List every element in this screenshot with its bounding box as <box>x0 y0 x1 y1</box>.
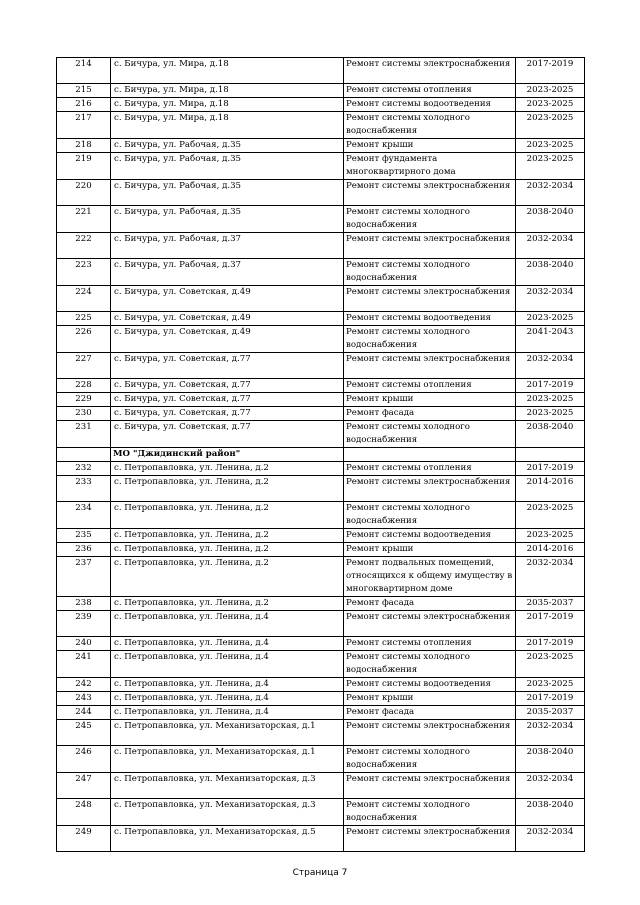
row-work-type: Ремонт системы холодного водоснабжения <box>344 651 516 678</box>
table-row <box>57 557 585 597</box>
row-number: 232 <box>57 462 111 476</box>
row-work-type: Ремонт системы электроснабжения <box>344 476 516 502</box>
row-number: 231 <box>57 421 111 448</box>
section-years-cell <box>516 448 585 462</box>
table-row <box>57 326 585 353</box>
row-address: с. Петропавловка, ул. Ленина, д.4 <box>111 611 344 637</box>
table-row <box>57 312 585 326</box>
row-number: 245 <box>57 720 111 746</box>
row-years: 2017-2019 <box>516 692 585 706</box>
row-work-type: Ремонт фундамента многоквартирного дома <box>344 153 516 180</box>
row-years: 2023-2025 <box>516 502 585 529</box>
row-address: с. Петропавловка, ул. Механизаторская, д.3 <box>111 799 344 826</box>
row-address: с. Бичура, ул. Советская, д.77 <box>111 393 344 407</box>
row-address: с. Петропавловка, ул. Механизаторская, д.1 <box>111 720 344 746</box>
row-years: 2017-2019 <box>516 637 585 651</box>
row-work-type: Ремонт системы электроснабжения <box>344 611 516 637</box>
row-number: 229 <box>57 393 111 407</box>
row-address: с. Бичура, ул. Советская, д.49 <box>111 326 344 353</box>
row-years: 2023-2025 <box>516 651 585 678</box>
table-row <box>57 180 585 206</box>
row-address: с. Бичура, ул. Советская, д.49 <box>111 312 344 326</box>
row-work-type: Ремонт системы водоотведения <box>344 98 516 112</box>
row-years: 2023-2025 <box>516 678 585 692</box>
table-row <box>57 651 585 678</box>
row-years: 2035-2037 <box>516 706 585 720</box>
table-row <box>57 462 585 476</box>
row-number: 234 <box>57 502 111 529</box>
row-number: 224 <box>57 286 111 312</box>
row-years: 2023-2025 <box>516 153 585 180</box>
table-row <box>57 529 585 543</box>
row-years: 2017-2019 <box>516 611 585 637</box>
row-work-type: Ремонт системы электроснабжения <box>344 720 516 746</box>
table-row <box>57 139 585 153</box>
row-work-type: Ремонт системы холодного водоснабжения <box>344 206 516 233</box>
row-work-type: Ремонт крыши <box>344 543 516 557</box>
row-work-type: Ремонт фасада <box>344 407 516 421</box>
row-work-type: Ремонт системы электроснабжения <box>344 58 516 84</box>
row-years: 2032-2034 <box>516 353 585 379</box>
row-work-type: Ремонт системы электроснабжения <box>344 233 516 259</box>
row-work-type: Ремонт системы водоотведения <box>344 312 516 326</box>
row-number: 239 <box>57 611 111 637</box>
row-address: с. Петропавловка, ул. Ленина, д.4 <box>111 637 344 651</box>
table-row <box>57 543 585 557</box>
row-number: 233 <box>57 476 111 502</box>
row-number: 217 <box>57 112 111 139</box>
row-number: 240 <box>57 637 111 651</box>
table-row <box>57 421 585 448</box>
table-row <box>57 773 585 799</box>
row-address: с. Бичура, ул. Рабочая, д.35 <box>111 139 344 153</box>
works-table <box>56 57 585 852</box>
table-row <box>57 259 585 286</box>
row-years: 2035-2037 <box>516 597 585 611</box>
table-row <box>57 233 585 259</box>
row-address: с. Петропавловка, ул. Ленина, д.2 <box>111 462 344 476</box>
row-address: с. Бичура, ул. Рабочая, д.37 <box>111 259 344 286</box>
row-address: с. Петропавловка, ул. Ленина, д.4 <box>111 706 344 720</box>
table-row <box>57 98 585 112</box>
row-number: 216 <box>57 98 111 112</box>
row-years: 2014-2016 <box>516 543 585 557</box>
section-num-cell <box>57 448 111 462</box>
row-years: 2032-2034 <box>516 180 585 206</box>
row-number: 227 <box>57 353 111 379</box>
row-number: 222 <box>57 233 111 259</box>
table-row <box>57 84 585 98</box>
table-row <box>57 502 585 529</box>
row-number: 237 <box>57 557 111 597</box>
row-years: 2032-2034 <box>516 826 585 852</box>
row-years: 2023-2025 <box>516 393 585 407</box>
row-work-type: Ремонт системы водоотведения <box>344 529 516 543</box>
table-row <box>57 597 585 611</box>
row-address: с. Петропавловка, ул. Ленина, д.2 <box>111 476 344 502</box>
row-address: с. Бичура, ул. Рабочая, д.35 <box>111 153 344 180</box>
row-work-type: Ремонт системы отопления <box>344 637 516 651</box>
row-years: 2038-2040 <box>516 259 585 286</box>
row-address: с. Петропавловка, ул. Ленина, д.2 <box>111 557 344 597</box>
row-number: 230 <box>57 407 111 421</box>
table-row <box>57 720 585 746</box>
row-address: с. Петропавловка, ул. Механизаторская, д.1 <box>111 746 344 773</box>
table-row <box>57 379 585 393</box>
row-years: 2032-2034 <box>516 773 585 799</box>
row-address: с. Бичура, ул. Рабочая, д.35 <box>111 180 344 206</box>
row-number: 236 <box>57 543 111 557</box>
row-address: с. Петропавловка, ул. Ленина, д.4 <box>111 651 344 678</box>
row-number: 225 <box>57 312 111 326</box>
row-years: 2038-2040 <box>516 799 585 826</box>
row-work-type: Ремонт системы водоотведения <box>344 678 516 692</box>
row-work-type: Ремонт системы холодного водоснабжения <box>344 799 516 826</box>
row-address: с. Бичура, ул. Мира, д.18 <box>111 84 344 98</box>
table-row <box>57 112 585 139</box>
row-number: 244 <box>57 706 111 720</box>
row-years: 2032-2034 <box>516 557 585 597</box>
row-work-type: Ремонт фасада <box>344 597 516 611</box>
row-work-type: Ремонт системы отопления <box>344 84 516 98</box>
page-footer: Страница 7 <box>292 868 348 878</box>
row-number: 226 <box>57 326 111 353</box>
table-row <box>57 692 585 706</box>
table-row <box>57 746 585 773</box>
row-number: 220 <box>57 180 111 206</box>
row-years: 2017-2019 <box>516 379 585 393</box>
row-years: 2032-2034 <box>516 233 585 259</box>
row-work-type: Ремонт системы электроснабжения <box>344 180 516 206</box>
row-address: с. Петропавловка, ул. Ленина, д.2 <box>111 597 344 611</box>
row-years: 2014-2016 <box>516 476 585 502</box>
row-number: 221 <box>57 206 111 233</box>
row-years: 2032-2034 <box>516 286 585 312</box>
row-number: 223 <box>57 259 111 286</box>
row-years: 2023-2025 <box>516 312 585 326</box>
table-row <box>57 393 585 407</box>
section-row <box>57 448 585 462</box>
row-years: 2023-2025 <box>516 407 585 421</box>
row-address: с. Бичура, ул. Советская, д.77 <box>111 353 344 379</box>
table-row <box>57 678 585 692</box>
row-work-type: Ремонт системы отопления <box>344 462 516 476</box>
row-address: с. Петропавловка, ул. Ленина, д.4 <box>111 678 344 692</box>
row-work-type: Ремонт крыши <box>344 139 516 153</box>
row-number: 249 <box>57 826 111 852</box>
row-years: 2023-2025 <box>516 112 585 139</box>
row-number: 214 <box>57 58 111 84</box>
row-address: с. Петропавловка, ул. Механизаторская, д.3 <box>111 773 344 799</box>
row-work-type: Ремонт системы электроснабжения <box>344 773 516 799</box>
table-row <box>57 206 585 233</box>
row-work-type: Ремонт системы холодного водоснабжения <box>344 259 516 286</box>
row-number: 235 <box>57 529 111 543</box>
row-number: 242 <box>57 678 111 692</box>
row-number: 243 <box>57 692 111 706</box>
row-address: с. Бичура, ул. Мира, д.18 <box>111 98 344 112</box>
row-address: с. Петропавловка, ул. Механизаторская, д.5 <box>111 826 344 852</box>
row-work-type: Ремонт крыши <box>344 393 516 407</box>
table-row <box>57 286 585 312</box>
table-row <box>57 799 585 826</box>
table-row <box>57 637 585 651</box>
row-address: с. Петропавловка, ул. Ленина, д.2 <box>111 543 344 557</box>
row-work-type: Ремонт системы холодного водоснабжения <box>344 326 516 353</box>
row-address: с. Бичура, ул. Советская, д.77 <box>111 407 344 421</box>
row-address: с. Бичура, ул. Рабочая, д.35 <box>111 206 344 233</box>
row-number: 247 <box>57 773 111 799</box>
row-address: с. Бичура, ул. Советская, д.49 <box>111 286 344 312</box>
section-work-cell <box>344 448 516 462</box>
row-work-type: Ремонт фасада <box>344 706 516 720</box>
row-years: 2038-2040 <box>516 206 585 233</box>
table-row <box>57 611 585 637</box>
row-work-type: Ремонт системы электроснабжения <box>344 286 516 312</box>
row-number: 248 <box>57 799 111 826</box>
row-number: 215 <box>57 84 111 98</box>
row-address: с. Петропавловка, ул. Ленина, д.4 <box>111 692 344 706</box>
row-years: 2032-2034 <box>516 720 585 746</box>
row-years: 2038-2040 <box>516 746 585 773</box>
row-years: 2023-2025 <box>516 98 585 112</box>
row-number: 219 <box>57 153 111 180</box>
row-number: 228 <box>57 379 111 393</box>
row-number: 246 <box>57 746 111 773</box>
row-number: 218 <box>57 139 111 153</box>
row-work-type: Ремонт подвальных помещений, относящихся к общему имуществу в многоквартирном доме <box>344 557 516 597</box>
row-address: с. Бичура, ул. Мира, д.18 <box>111 58 344 84</box>
table-row <box>57 826 585 852</box>
row-work-type: Ремонт системы холодного водоснабжения <box>344 112 516 139</box>
section-title: МО "Джидинский район" <box>111 448 344 462</box>
row-work-type: Ремонт системы электроснабжения <box>344 353 516 379</box>
row-address: с. Петропавловка, ул. Ленина, д.2 <box>111 529 344 543</box>
row-work-type: Ремонт системы холодного водоснабжения <box>344 746 516 773</box>
row-years: 2023-2025 <box>516 139 585 153</box>
table-row <box>57 153 585 180</box>
row-work-type: Ремонт системы отопления <box>344 379 516 393</box>
table-row <box>57 407 585 421</box>
row-address: с. Бичура, ул. Советская, д.77 <box>111 379 344 393</box>
row-address: с. Бичура, ул. Мира, д.18 <box>111 112 344 139</box>
row-years: 2017-2019 <box>516 462 585 476</box>
row-address: с. Бичура, ул. Советская, д.77 <box>111 421 344 448</box>
table-row <box>57 58 585 84</box>
row-work-type: Ремонт системы холодного водоснабжения <box>344 421 516 448</box>
row-work-type: Ремонт системы электроснабжения <box>344 826 516 852</box>
table-row <box>57 353 585 379</box>
row-address: с. Петропавловка, ул. Ленина, д.2 <box>111 502 344 529</box>
row-years: 2017-2019 <box>516 58 585 84</box>
row-number: 241 <box>57 651 111 678</box>
row-work-type: Ремонт крыши <box>344 692 516 706</box>
row-years: 2023-2025 <box>516 84 585 98</box>
table-row <box>57 476 585 502</box>
row-years: 2023-2025 <box>516 529 585 543</box>
row-number: 238 <box>57 597 111 611</box>
row-address: с. Бичура, ул. Рабочая, д.37 <box>111 233 344 259</box>
works-table-body <box>57 58 585 852</box>
table-row <box>57 706 585 720</box>
row-work-type: Ремонт системы холодного водоснабжения <box>344 502 516 529</box>
row-years: 2038-2040 <box>516 421 585 448</box>
row-years: 2041-2043 <box>516 326 585 353</box>
